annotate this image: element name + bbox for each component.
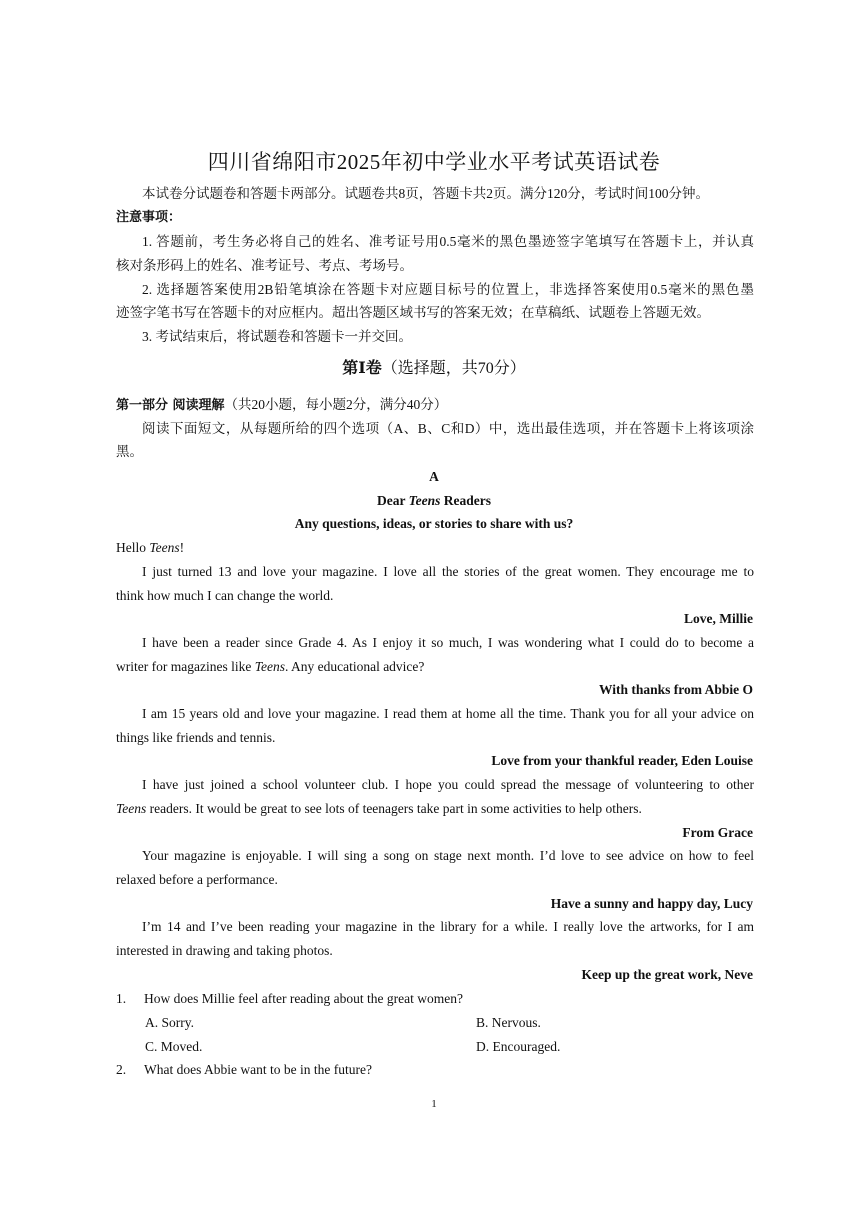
letter-2-line-2 [116, 658, 424, 676]
question-2-number: 2. [116, 1062, 127, 1077]
letter-2-pre: writer for magazines like [116, 659, 255, 674]
passage-greeting [116, 539, 184, 557]
letter-6-line-2: interested in drawing and taking photos. [116, 943, 333, 958]
letter-3-line-1: I am 15 years old and love your magazine. I read them at home all the time. Thank you for all your advice on [142, 706, 754, 721]
letter-3-line-2: things like friends and tennis. [116, 730, 276, 745]
letter-1-signature: Love, Millie [684, 611, 753, 626]
volume-heading-bold: 第Ⅰ卷 [342, 360, 382, 377]
page-title: 四川省绵阳市2025年初中学业水平考试英语试卷 [207, 150, 661, 174]
letter-5-signature: Have a sunny and happy day, Lucy [550, 896, 753, 911]
question-1-option-c: C. Moved. [145, 1039, 203, 1054]
question-1-option-a: A. Sorry. [145, 1015, 194, 1030]
letter-2-signature: With thanks from Abbie O [598, 682, 753, 697]
question-2-text: What does Abbie want to be in the future? [144, 1062, 372, 1077]
part1-heading [116, 396, 447, 415]
letter-4-signature: From Grace [682, 825, 753, 840]
part1-instructions: 阅读下面短文，从每题所给的四个选项（A、B、C和D）中，选出最佳选项，并在答题卡上将该项涂 [142, 421, 754, 436]
intro-text: 本试卷分试题卷和答题卡两部分。试题卷共8页，答题卡共2页。满分120分，考试时间100分钟。 [142, 186, 709, 201]
volume-heading-rest: （选择题，共70分） [381, 360, 526, 377]
greeting-em: Teens [149, 540, 180, 555]
passage-subtitle: Any questions, ideas, or stories to share with us? [294, 516, 574, 531]
notice-heading: 注意事项： [116, 210, 182, 225]
notice-item-2: 2. 选择题答案使用2B铅笔填涂在答题卡对应题目标号的位置上，非选择答案使用0.5毫米的黑色墨 [142, 282, 754, 297]
greeting-pre: Hello [116, 540, 150, 555]
part1-instructions-cont: 黑。 [116, 444, 143, 459]
passage-title-em: Teens [408, 493, 441, 508]
letter-2-line-1: I have been a reader since Grade 4. As I enjoy it so much, I was wondering what I could do to become a [142, 635, 754, 650]
letter-1-line-1: I just turned 13 and love your magazine. I love all the stories of the great women. They encourage me to [142, 564, 754, 579]
letter-2-em: Teens [254, 659, 285, 674]
passage-label: A [429, 469, 439, 484]
question-1-option-b: B. Nervous. [476, 1015, 541, 1030]
letter-6-line-1: I’m 14 and I’ve been reading your magazine in the library for a while. I really love the artworks, for I am [142, 919, 754, 934]
passage-title-post: Readers [440, 493, 491, 508]
notice-item-3: 3. 考试结束后，将试题卷和答题卡一并交回。 [142, 329, 412, 344]
page-number: 1 [431, 1098, 437, 1110]
volume-heading [0, 360, 868, 378]
passage-title-pre: Dear [376, 493, 409, 508]
letter-4-line-2 [116, 800, 642, 818]
letter-1-line-2: think how much I can change the world. [116, 588, 334, 603]
passage-title [0, 492, 868, 510]
notice-item-2-cont: 迹签字笔书写在答题卡的对应框内。超出答题区域书写的答案无效；在草稿纸、试题卷上答题无效。 [116, 305, 710, 320]
letter-4-line-1: I have just joined a school volunteer club. I hope you could spread the message of volunteering to other [142, 777, 754, 792]
part1-heading-rest: （共20小题，每小题2分，满分40分） [224, 397, 448, 412]
question-1-option-d: D. Encouraged. [476, 1039, 561, 1054]
letter-4-post: readers. It would be great to see lots of teenagers take part in some activities to help others. [146, 801, 642, 816]
part1-heading-bold: 第一部分 阅读理解 [116, 398, 225, 413]
letter-5-line-2: relaxed before a performance. [116, 872, 278, 887]
letter-3-signature: Love from your thankful reader, Eden Louise [491, 753, 753, 768]
question-1-number: 1. [116, 991, 127, 1006]
letter-6-signature: Keep up the great work, Neve [581, 967, 753, 982]
notice-item-1-cont: 核对条形码上的姓名、准考证号、考点、考场号。 [116, 258, 413, 273]
notice-item-1: 1. 答题前，考生务必将自己的姓名、准考证号用0.5毫米的黑色墨迹签字笔填写在答题卡上，并认真 [142, 234, 754, 249]
question-1-text: How does Millie feel after reading about the great women? [144, 991, 464, 1006]
letter-2-post: . Any educational advice? [284, 659, 425, 674]
letter-4-em: Teens [116, 801, 147, 816]
greeting-post: ! [179, 540, 185, 555]
letter-5-line-1: Your magazine is enjoyable. I will sing a song on stage next month. I’d love to see advice on how to feel [142, 848, 754, 863]
